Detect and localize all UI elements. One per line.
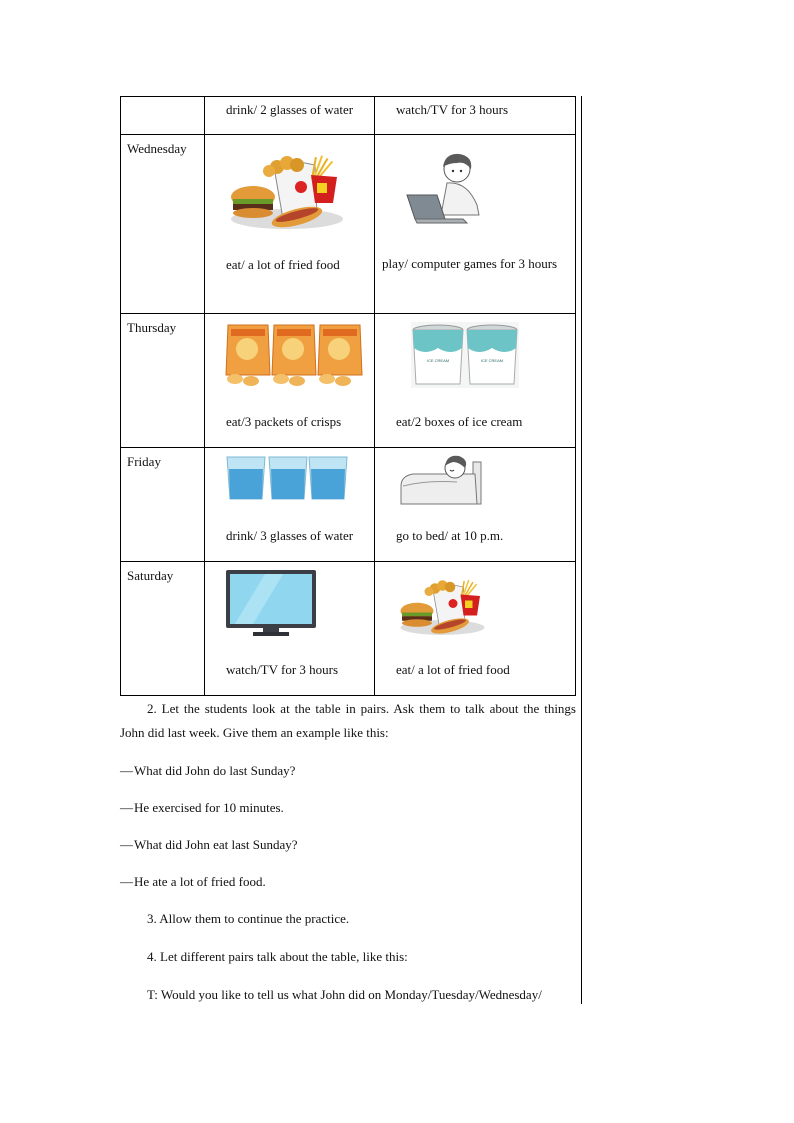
sleeping-boy-icon	[397, 452, 483, 508]
table-row	[121, 562, 576, 696]
crisps-icon	[225, 323, 363, 387]
activity-cell	[375, 562, 576, 696]
dialog-line: —He ate a lot of fried food.	[120, 874, 266, 889]
activity-text: eat/ a lot of fried food	[396, 662, 510, 677]
fried-food-icon	[395, 578, 487, 638]
activity-cell	[375, 97, 576, 135]
activity-text: watch/TV for 3 hours	[226, 662, 339, 677]
instruction-step-2: 2. Let the students look at the table in pairs. Ask them to talk about the things John did last week. Give them an example like this:	[120, 701, 576, 740]
day-label: Friday	[127, 454, 161, 469]
table-row	[121, 97, 576, 135]
dialog-line: —What did John do last Sunday?	[120, 763, 296, 778]
teacher-prompt: T: Would you like to tell us what John did on Monday/Tuesday/Wednesday/	[147, 987, 542, 1002]
dialog-line: —What did John eat last Sunday?	[120, 837, 298, 852]
activity-cell	[375, 448, 576, 562]
day-cell	[121, 562, 205, 696]
activity-text: play/ computer games for 3 hours	[382, 256, 558, 271]
boy-computer-icon	[401, 151, 491, 231]
activity-text: eat/3 packets of crisps	[226, 414, 342, 429]
activity-cell	[375, 314, 576, 448]
ice-cream-label: ICE CREAM	[480, 358, 504, 363]
glasses-of-water-icon	[225, 455, 349, 501]
activity-cell	[205, 97, 375, 135]
activity-table	[120, 96, 576, 696]
activity-text: drink/ 3 glasses of water	[226, 528, 354, 543]
day-label: Wednesday	[127, 141, 187, 156]
day-label: Saturday	[127, 568, 174, 583]
day-label: Thursday	[127, 320, 177, 335]
day-cell	[121, 135, 205, 314]
table-row	[121, 314, 576, 448]
page-border-line	[581, 96, 582, 1004]
activity-text: drink/ 2 glasses of water	[226, 102, 354, 117]
day-cell	[121, 314, 205, 448]
instruction-step-3: 3. Allow them to continue the practice.	[147, 911, 350, 926]
instruction-step-4: 4. Let different pairs talk about the table, like this:	[147, 949, 408, 964]
ice-cream-icon	[411, 322, 519, 388]
activity-cell	[205, 448, 375, 562]
table-row	[121, 448, 576, 562]
activity-text: go to bed/ at 10 p.m.	[396, 528, 504, 543]
day-cell	[121, 448, 205, 562]
activity-cell	[375, 135, 576, 314]
activity-cell	[205, 314, 375, 448]
fried-food-icon	[225, 153, 345, 233]
activity-text: watch/TV for 3 hours	[396, 102, 509, 117]
activity-text: eat/2 boxes of ice cream	[396, 414, 523, 429]
dialog-line: —He exercised for 10 minutes.	[120, 800, 284, 815]
activity-cell	[205, 135, 375, 314]
activity-cell	[205, 562, 375, 696]
tv-icon	[225, 569, 317, 637]
ice-cream-label: ICE CREAM	[426, 358, 450, 363]
day-cell	[121, 97, 205, 135]
activity-text: eat/ a lot of fried food	[226, 257, 340, 272]
table-row	[121, 135, 576, 314]
